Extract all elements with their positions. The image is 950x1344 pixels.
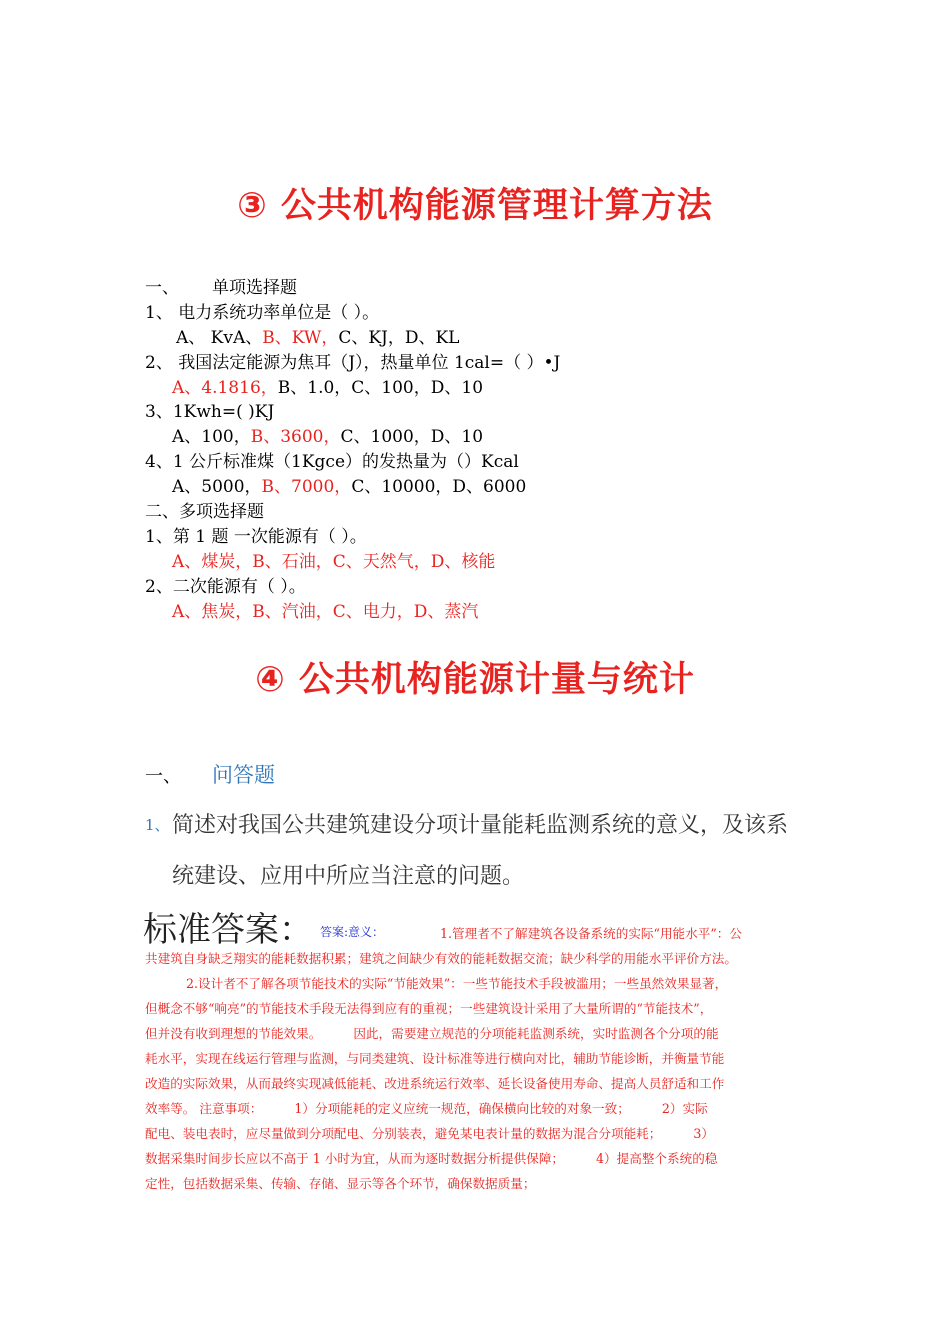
answer-line-10: 数据采集时间步长应以不高于 1 小时为宜，从而为逐时数据分析提供保障； 4）提高整个系统的稳	[145, 1151, 718, 1166]
section3-part1-title: 单项选择题	[212, 278, 297, 298]
essay-question-1-number: 1、	[145, 816, 170, 834]
section3-part2-title: 二、多项选择题	[145, 502, 264, 522]
question-1-options-rest: C、KJ，D、KL	[338, 328, 460, 348]
answer-line-7: 改造的实际效果，从而最终实现减低能耗、改进系统运行效率、延长设备使用寿命、提高人员舒适和工作	[145, 1076, 725, 1091]
answer-lead: 答案:意义：	[320, 925, 385, 939]
essay-question-1-line2: 统建设、应用中所应当注意的问题。	[172, 864, 525, 889]
question-1-stem: 1、 电力系统功率单位是（ ）。	[145, 303, 380, 323]
answer-line-1: 1.管理者不了解建筑各设备系统的实际“用能水平”：公	[440, 926, 742, 941]
answer-line-11: 定性，包括数据采集、传输、存储、显示等各个环节，确保数据质量；	[145, 1176, 536, 1191]
question-3-options	[172, 425, 483, 450]
question-1-option-b-answer: B、KW，	[262, 328, 339, 348]
answer-line-6: 耗水平，实现在线运行管理与监测，与同类建筑、设计标准等进行横向对比，辅助节能诊断，并衡量节能	[145, 1051, 725, 1066]
answer-line-2: 共建筑自身缺乏翔实的能耗数据积累；建筑之间缺少有效的能耗数据交流；缺少科学的用能水平评价方法。	[145, 951, 737, 966]
question-3-option-b-answer: B、3600，	[250, 427, 341, 447]
question-1-option-a: A、 KvA、	[176, 328, 263, 348]
question-4-option-a: A、5000，	[172, 477, 262, 497]
answer-line-9: 配电、装电表时，应尽量做到分项配电、分别装表，避免某电表计量的数据为混合分项能耗； 3）	[145, 1126, 714, 1141]
multi-question-2-answer: A、焦炭，B、汽油，C、电力，D、蒸汽	[172, 602, 479, 622]
question-1-options	[176, 326, 459, 351]
answer-line-8: 效率等。 注意事项： 1）分项能耗的定义应统一规范，确保横向比较的对象一致； 2）实际	[145, 1101, 708, 1116]
answer-title: 标准答案：	[143, 910, 313, 950]
question-3-stem: 3、1Kwh=( )KJ	[145, 402, 275, 422]
section4-part1-number: 一、	[145, 766, 181, 787]
question-3-options-rest: C、1000，D、10	[340, 427, 484, 447]
question-4-options	[172, 475, 526, 500]
question-3-option-a: A、100，	[172, 427, 251, 447]
question-2-options	[172, 376, 483, 401]
question-4-option-b-answer: B、7000，	[261, 477, 352, 497]
section4-part1-title: 问答题	[212, 763, 275, 787]
question-2-options-rest: B、1.0，C、100，D、10	[277, 378, 484, 398]
multi-question-2-stem: 2、二次能源有（ ）。	[145, 577, 306, 597]
question-2-option-a-answer: A、4.1816，	[172, 378, 278, 398]
section3-title: ③ 公共机构能源管理计算方法	[237, 186, 713, 226]
multi-question-1-stem: 1、第 1 题 一次能源有（ ）。	[145, 527, 367, 547]
question-4-options-rest: C、10000，D、6000	[351, 477, 527, 497]
answer-line-5: 但并没有收到理想的节能效果。 因此，需要建立规范的分项能耗监测系统，实时监测各个分项的能	[145, 1026, 719, 1041]
question-4-stem: 4、1 公斤标准煤（1Kgce）的发热量为（）Kcal	[145, 452, 519, 472]
essay-question-1-line1: 简述对我国公共建筑建设分项计量能耗监测系统的意义，及该系	[172, 813, 789, 838]
answer-line-4: 但概念不够“响亮”的节能技术手段无法得到应有的重视；一些建筑设计采用了大量所谓的“节能技术”，	[145, 1001, 713, 1016]
answer-line-3: 2.设计者不了解各项节能技术的实际“节能效果”：一些节能技术手段被滥用；一些虽然效果显著，	[186, 976, 728, 991]
section4-title: ④ 公共机构能源计量与统计	[255, 660, 695, 700]
multi-question-1-answer: A、煤炭，B、石油，C、天然气，D、核能	[172, 552, 496, 572]
question-2-stem: 2、 我国法定能源为焦耳（J），热量单位 1cal=（ ）•J	[145, 353, 561, 373]
section3-part1-number: 一、	[145, 278, 179, 298]
